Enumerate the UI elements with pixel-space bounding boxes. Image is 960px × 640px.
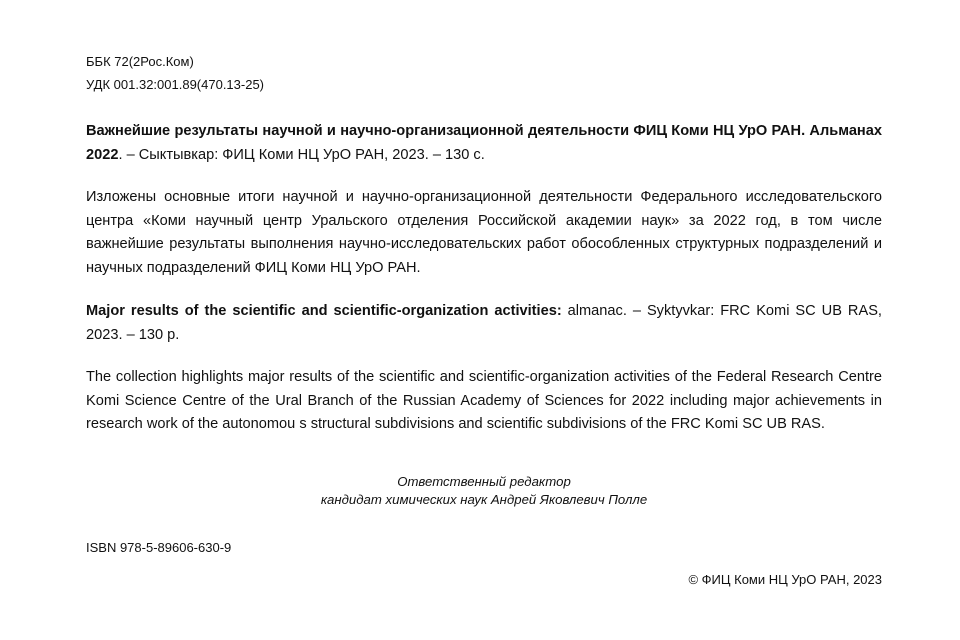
editor-name: кандидат химических наук Андрей Яковлевич Полле: [320, 492, 648, 507]
english-abstract: The collection highlights major results of the scientific and scientific-organization activities of the Federal Research Centre Komi Science Centre of the Ural Branch of the Russian Academy of Sciences for 2022 including major achievements in research work of the autonomou s structural subdivisions and scientific subdivisions of the FRC Komi SC UB RAS.: [86, 369, 882, 432]
russian-bibliographic-entry: [86, 120, 882, 167]
classification-codes: [86, 50, 882, 96]
copyright: © ФИЦ Коми НЦ УрО РАН, 2023: [688, 572, 882, 587]
editor-block: [86, 473, 882, 510]
editor-role: Ответственный редактор: [397, 473, 571, 489]
udk-code: УДК 001.32:001.89(470.13-25): [86, 77, 265, 92]
russian-abstract: Изложены основные итоги научной и научно-организационной деятельности Федерального исследовательского центра «Коми научный центр Уральского отделения Российской академии наук» за 2022 год, в том числе важнейшие результаты выполнения научно-исследовательских работ обособленных структурных подразделений и научных подразделений ФИЦ Коми НЦ УрО РАН.: [86, 189, 882, 276]
english-title: Major results of the scientific and scientific-organization activities:: [86, 303, 562, 319]
imprint-page: [86, 50, 882, 510]
english-bibliographic-entry: [86, 300, 882, 347]
bbk-code: ББК 72(2Рос.Ком): [86, 54, 194, 69]
russian-title: Важнейшие результаты научной и научно-организационной деятельности ФИЦ Коми НЦ УрО РАН. Альманах 2022: [86, 123, 882, 163]
russian-publication-details: . – Сыктывкар: ФИЦ Коми НЦ УрО РАН, 2023. – 130 с.: [118, 146, 485, 163]
english-publication-details: almanac. – Syktyvkar: FRC Komi SC UB RAS, 2023. – 130 p.: [86, 303, 882, 343]
isbn: ISBN 978-5-89606-630-9: [86, 540, 232, 555]
